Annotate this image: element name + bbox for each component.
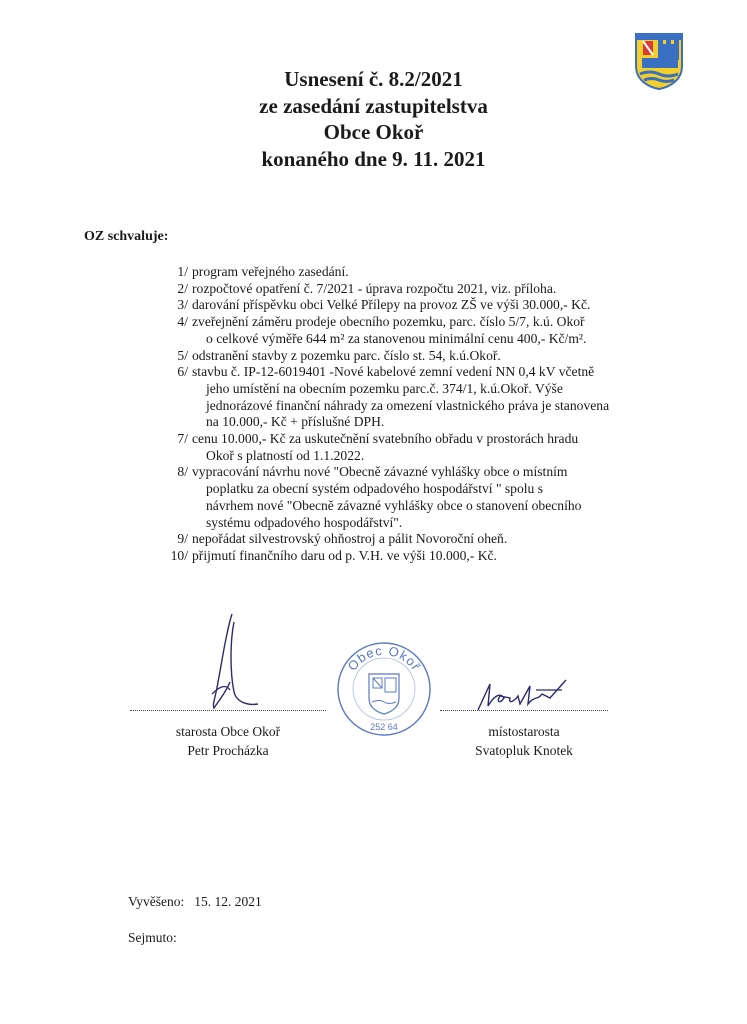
item-number: 10/ xyxy=(170,547,188,563)
item-text-line: program veřejného zasedání. xyxy=(192,264,349,279)
item-number: 6/ xyxy=(177,364,188,380)
item-text-line: odstranění stavby z pozemku parc. číslo st. 54, k.ú.Okoř. xyxy=(192,347,501,363)
signature-left-icon xyxy=(200,612,280,712)
signature-line-left xyxy=(130,710,326,711)
list-item xyxy=(160,531,680,548)
stamp-top-text: Obec Okoř xyxy=(344,642,424,674)
stamp-bottom-text: 252 64 xyxy=(370,722,398,732)
posted-date: 15. 12. 2021 xyxy=(194,894,262,909)
signature-block-left xyxy=(130,722,326,760)
document-title xyxy=(0,66,747,172)
list-item xyxy=(160,364,680,431)
item-text-line: o celkové výměře 644 m² za stanovenou minimální cenu 400,- Kč/m². xyxy=(206,330,587,346)
item-text-line: Okoř s platností od 1.1.2022. xyxy=(206,447,365,463)
item-number: 3/ xyxy=(177,297,188,313)
item-text-line: vypracování návrhu nové "Obecně závazné vyhlášky obce o místním xyxy=(192,464,568,480)
item-number: 2/ xyxy=(177,280,188,296)
municipal-stamp-icon xyxy=(335,640,433,738)
removed-label: Sejmuto: xyxy=(128,930,177,945)
signature-line-right xyxy=(440,710,608,711)
item-text-line: darování příspěvku obci Velké Přílepy na provoz ZŠ ve výši 30.000,- Kč. xyxy=(192,297,591,313)
deputy-mayor-name: Svatopluk Knotek xyxy=(475,743,573,758)
section-heading: OZ schvaluje: xyxy=(84,229,169,244)
list-item xyxy=(160,297,680,314)
item-number: 9/ xyxy=(177,531,188,547)
item-text-line: systému odpadového hospodářství". xyxy=(206,514,403,530)
item-text-line: poplatku za obecní systém odpadového hospodářství " spolu s xyxy=(206,481,544,497)
mayor-role: starosta Obce Okoř xyxy=(175,724,281,739)
item-text-line: stavbu č. IP-12-6019401 -Nové kabelové zemní vedení NN 0,4 kV včetně xyxy=(192,364,595,380)
item-text-line: nepořádat silvestrovský ohňostroj a pálit Novoroční oheň. xyxy=(192,531,508,547)
deputy-mayor-role: místostarosta xyxy=(488,724,560,739)
item-number: 1/ xyxy=(177,264,188,279)
mayor-name: Petr Procházka xyxy=(187,743,269,758)
list-item xyxy=(160,281,680,298)
list-item xyxy=(160,314,680,347)
item-number: 8/ xyxy=(177,464,188,480)
list-item xyxy=(160,464,680,531)
item-text-line: cenu 10.000,- Kč za uskutečnění svatebního obřadu v prostorách hradu xyxy=(192,431,579,447)
list-item xyxy=(160,264,680,281)
title-line-2: ze zasedání zastupitelstva xyxy=(259,93,488,118)
title-line-3: Obce Okoř xyxy=(323,120,424,144)
item-number: 5/ xyxy=(177,347,188,363)
item-text-line: přijmutí finančního daru od p. V.H. ve výši 10.000,- Kč. xyxy=(192,547,497,563)
item-text-line: jednorázové finanční náhrady za omezení vlastnického práva je stanovena xyxy=(206,397,610,413)
removed-row xyxy=(128,930,177,946)
resolution-list xyxy=(160,264,680,565)
posted-row xyxy=(128,894,262,910)
list-item xyxy=(160,431,680,464)
item-text-line: zveřejnění záměru prodeje obecního pozemku, parc. číslo 5/7, k.ú. Okoř xyxy=(192,314,585,330)
item-text-line: rozpočtové opatření č. 7/2021 - úprava rozpočtu 2021, viz. příloha. xyxy=(192,280,557,296)
item-text-line: jeho umístění na obecním pozemku parc.č. 374/1, k.ú.Okoř. Výše xyxy=(206,380,563,396)
item-text-line: návrhem nové "Obecně závazné vyhlášky obce o stanovení obecního xyxy=(206,497,582,513)
list-item xyxy=(160,348,680,365)
list-item xyxy=(160,548,680,565)
posted-label: Vyvěšeno: xyxy=(128,894,185,909)
item-number: 4/ xyxy=(177,314,188,330)
item-number: 7/ xyxy=(177,431,188,447)
title-line-4: konaného dne 9. 11. 2021 xyxy=(261,146,486,171)
item-text-line: na 10.000,- Kč + příslušné DPH. xyxy=(206,414,385,430)
title-line-1: Usnesení č. 8.2/2021 xyxy=(284,67,463,91)
signature-block-right xyxy=(440,722,608,760)
